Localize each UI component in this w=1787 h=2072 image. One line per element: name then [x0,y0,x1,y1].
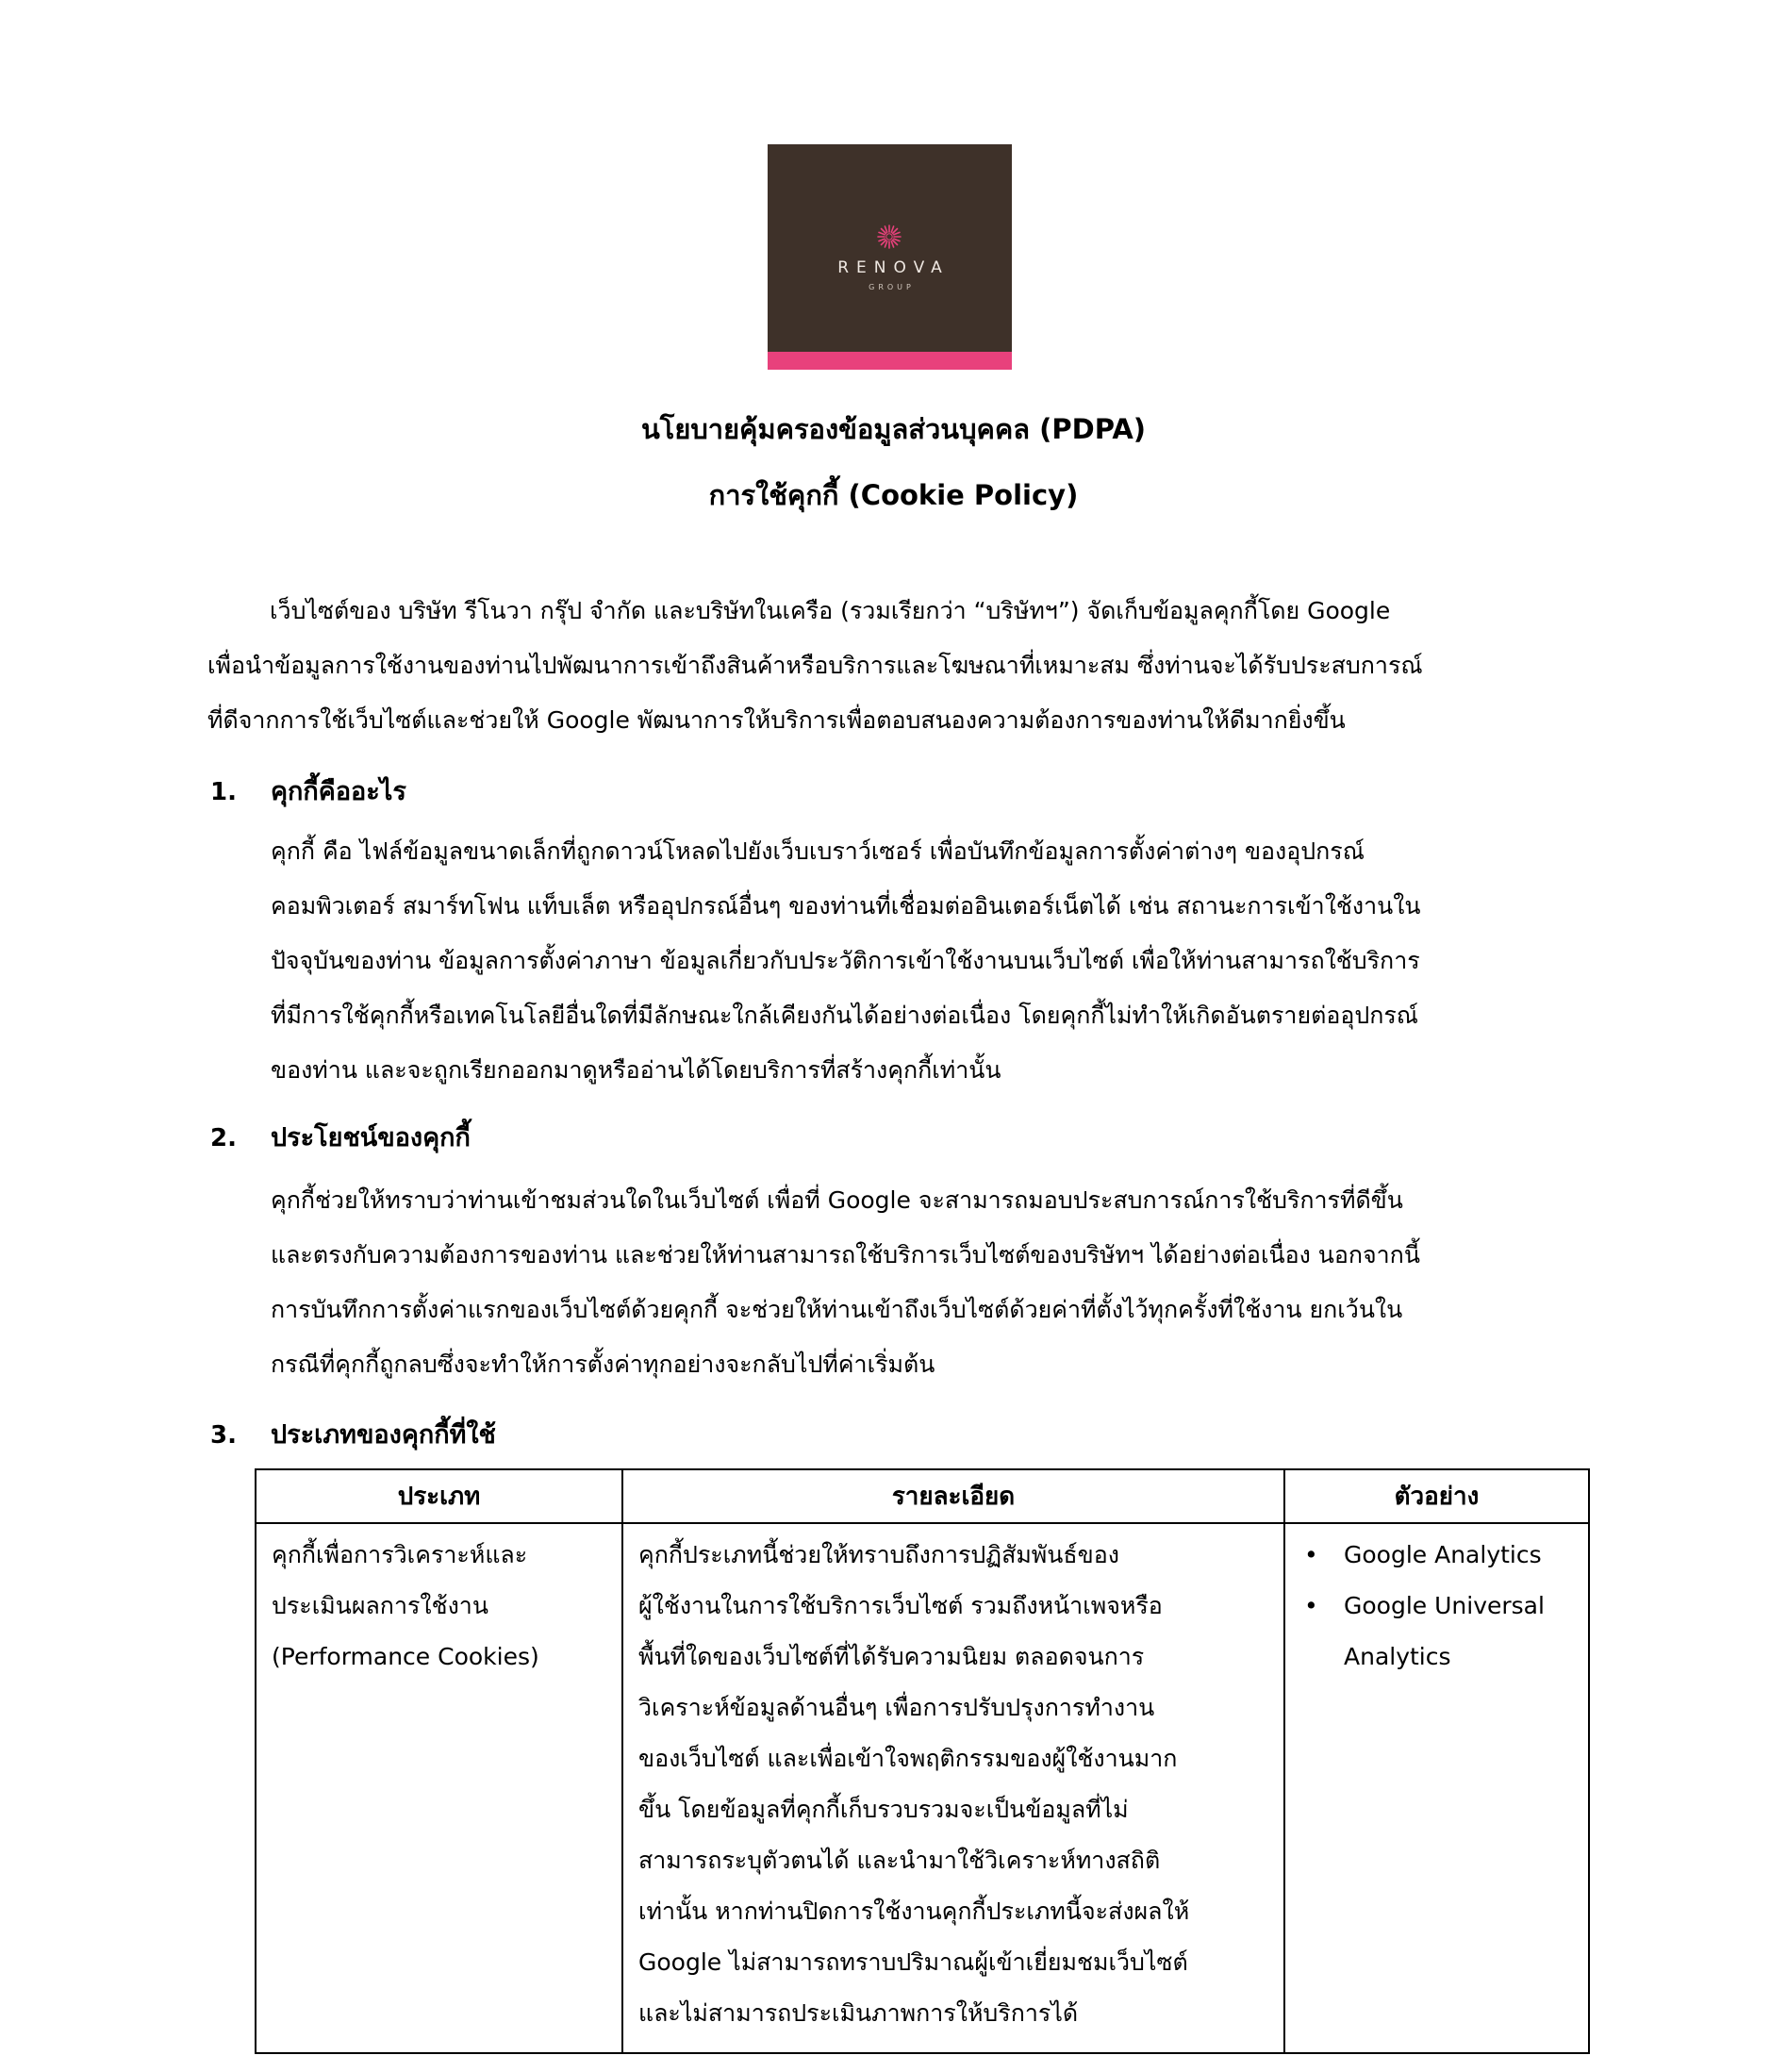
list-item [1300,1530,1575,1581]
list-item [1300,1581,1575,1682]
intro-line: ที่ดีจากการใช้เว็บไซต์และช่วยให้ Google พัฒนาการให้บริการเพื่อตอบสนองความต้องการของท่านให้ดีมากยิ่งขึ้น [207,706,1346,734]
section-1-line: คุกกี้ คือ ไฟล์ข้อมูลขนาดเล็กที่ถูกดาวน์โหลดไปยังเว็บเบราว์เซอร์ เพื่อบันทึกข้อมูลการตั้งค่าต่างๆ ของอุปกรณ์ [271,837,1365,865]
page-title: นโยบายคุ้มครองข้อมูลส่วนบุคคล (PDPA) [640,413,1147,445]
cookie-type-line: ประเมินผลการใช้งาน [272,1592,488,1619]
cookie-detail-line: ขึ้น โดยข้อมูลที่คุกกี้เก็บรวบรวมจะเป็นข้อมูลที่ไม่ [638,1796,1129,1823]
cookie-detail-line: ของเว็บไซต์ และเพื่อเข้าใจพฤติกรรมของผู้ใช้งานมาก [638,1745,1178,1772]
example-text: Google Analytics [1344,1541,1542,1568]
logo-group-text: GROUP [869,283,915,291]
section-1-line: ปัจจุบันของท่าน ข้อมูลการตั้งค่าภาษา ข้อมูลเกี่ยวกับประวัติการเข้าใช้งานบนเว็บไซต์ เพื่อให้ท่านสามารถใช้บริการ [271,947,1420,974]
intro-paragraph [207,584,1423,748]
intro-line: เพื่อนำข้อมูลการใช้งานของท่านไปพัฒนาการเข้าถึงสินค้าหรือบริการและโฆษณาที่เหมาะสม ซึ่งท่านจะได้รับประสบการณ์ [207,652,1423,679]
section-1-line: ที่มีการใช้คุกกี้หรือเทคโนโลยีอื่นใดที่มีลักษณะใกล้เคียงกันได้อย่างต่อเนื่อง โดยคุกกี้ไม่ทำให้เกิดอันตรายต่ออุปกรณ์ [271,1002,1418,1029]
sunburst-icon [877,224,902,249]
section-1-heading: คุกกี้คืออะไร [271,777,406,806]
section-2-line: และตรงกับความต้องการของท่าน และช่วยให้ท่านสามารถใช้บริการเว็บไซต์ของบริษัทฯ ได้อย่างต่อเนื่อง นอกจากนี้ [271,1241,1420,1268]
section-2-line: กรณีที่คุกกี้ถูกลบซึ่งจะทำให้การตั้งค่าทุกอย่างจะกลับไปที่ค่าเริ่มต้น [271,1351,935,1378]
example-text: Analytics [1344,1643,1451,1670]
section-3-number: 3. [210,1421,237,1450]
section-3-heading: ประเภทของคุกกี้ที่ใช้ [271,1420,496,1450]
section-1-number: 1. [210,778,237,806]
section-2-body [271,1173,1420,1392]
intro-line: เว็บไซต์ของ บริษัท รีโนวา กรุ๊ป จำกัด และบริษัทในเครือ (รวมเรียกว่า “บริษัทฯ”) จัดเก็บข้อมูลคุกกี้โดย Google [270,597,1391,624]
cookie-detail-cell [622,1523,1284,2053]
example-list [1300,1530,1575,1682]
cookie-detail-line: และไม่สามารถประเมินภาพการให้บริการได้ [638,1999,1079,2027]
logo-wordmark: RENOVA [837,258,950,277]
cookie-detail-line: สามารถระบุตัวตนได้ และนำมาใช้วิเคราะห์ทางสถิติ [638,1847,1161,1874]
cookie-detail-line: เท่านั้น หากท่านปิดการใช้งานคุกกี้ประเภทนี้จะส่งผลให้ [638,1898,1190,1925]
section-2-number: 2. [210,1124,237,1152]
section-2-heading: ประโยชน์ของคุกกี้ [271,1123,471,1152]
cookie-types-table [255,1468,1590,2054]
table-header-type: ประเภท [256,1469,622,1523]
cookie-detail-line: พื้นที่ใดของเว็บไซต์ที่ได้รับความนิยม ตลอดจนการ [638,1643,1145,1670]
example-text: Google Universal [1344,1592,1545,1619]
section-2-line: การบันทึกการตั้งค่าแรกของเว็บไซต์ด้วยคุกกี้ จะช่วยให้ท่านเข้าถึงเว็บไซต์ด้วยค่าที่ตั้งไว้ทุกครั้งที่ใช้งาน ยกเว้นใน [271,1296,1403,1323]
table-header-detail: รายละเอียด [622,1469,1284,1523]
table-header-example: ตัวอย่าง [1284,1469,1589,1523]
table-row [256,1523,1589,2053]
section-1-body [271,824,1421,1098]
section-1-line: ของท่าน และจะถูกเรียกออกมาดูหรืออ่านได้โดยบริการที่สร้างคุกกี้เท่านั้น [271,1056,1001,1084]
cookie-detail-line: ผู้ใช้งานในการใช้บริการเว็บไซต์ รวมถึงหน้าเพจหรือ [638,1592,1163,1619]
cookie-example-cell [1284,1523,1589,2053]
page-subtitle: การใช้คุกกี้ (Cookie Policy) [708,479,1079,511]
logo-pink-stripe [768,352,1012,370]
section-1-line: คอมพิวเตอร์ สมาร์ทโฟน แท็บเล็ต หรืออุปกรณ์อื่นๆ ของท่านที่เชื่อมต่ออินเตอร์เน็ตได้ เช่น สถานะการเข้าใช้งานใน [271,892,1421,920]
table-header-row [256,1469,1589,1523]
section-2-line: คุกกี้ช่วยให้ทราบว่าท่านเข้าชมส่วนใดในเว็บไซต์ เพื่อที่ Google จะสามารถมอบประสบการณ์การใช้บริการที่ดีขึ้น [271,1186,1403,1214]
bullet-icon: • [1304,1541,1318,1568]
cookie-type-line: คุกกี้เพื่อการวิเคราะห์และ [272,1541,528,1568]
company-logo [768,144,1012,370]
cookie-detail-line: Google ไม่สามารถทราบปริมาณผู้เข้าเยี่ยมชมเว็บไซต์ [638,1948,1188,1976]
cookie-detail-line: วิเคราะห์ข้อมูลด้านอื่นๆ เพื่อการปรับปรุงการทำงาน [638,1694,1155,1721]
cookie-type-cell [256,1523,622,2053]
cookie-detail-line: คุกกี้ประเภทนี้ช่วยให้ทราบถึงการปฏิสัมพันธ์ของ [638,1541,1119,1568]
bullet-icon: • [1304,1592,1318,1619]
cookie-type-line: (Performance Cookies) [272,1643,539,1670]
